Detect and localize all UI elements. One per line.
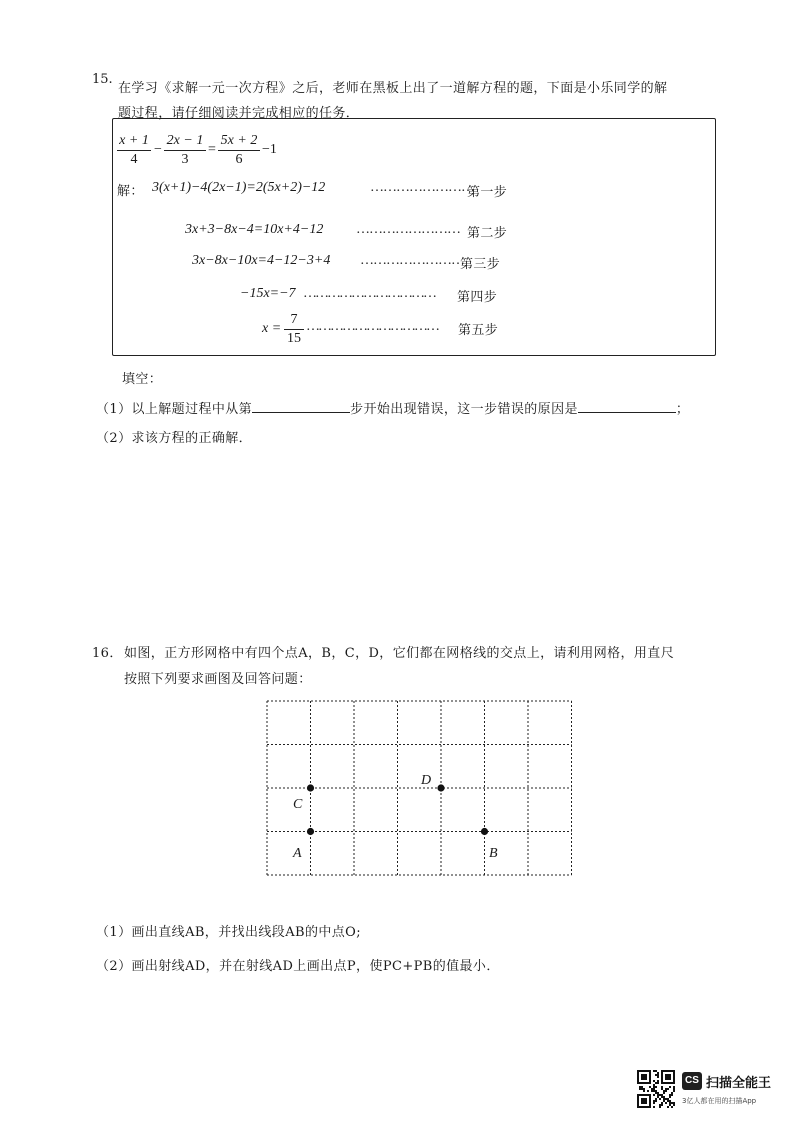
q16-part2: （2）画出射线AD，并在射线AD上画出点P，使PC+PB的值最小． (96, 959, 500, 974)
step2-expr: 3x+3−8x−4=10x+4−12 (185, 222, 324, 237)
app-name: 扫描全能王 (706, 1076, 772, 1091)
point-label-b: B (489, 846, 498, 861)
step5-frac: $\frac{7}{15}$ (284, 311, 304, 348)
eq-minus: − (154, 142, 162, 157)
q15-stem-line2: 题过程，请仔细阅读并完成相应的任务． (118, 106, 360, 121)
q15-stem-line1: 在学习《求解一元一次方程》之后，老师在黑板上出了一道解方程的题，下面是小乐同学的解 (118, 81, 668, 96)
eq-frac2: $\frac{2x - 1}{3}$ (164, 132, 206, 169)
step4-expr: −15x=−7 (240, 286, 296, 301)
app-tagline: 3亿人都在用的扫描App (682, 1097, 757, 1105)
q16-stem-line1: 如图，正方形网格中有四个点A，B，C，D，它们都在网格线的交点上，请利用网格，用直尺 (124, 646, 675, 661)
q16-part1: （1）画出直线AB，并找出线段AB的中点O; (96, 925, 361, 940)
q15-part1: （1）以上解题过程中从第 步开始出现错误，这一步错误的原因是 ； (96, 402, 690, 417)
step1-expr: 3(x+1)−4(2x−1)=2(5x+2)−12 (152, 180, 326, 195)
grid-point-d (437, 784, 444, 791)
answer-blank-step[interactable] (252, 400, 350, 413)
q16-stem-line2: 按照下列要求画图及回答问题： (124, 672, 312, 687)
qr-code-icon (637, 1070, 675, 1108)
square-grid (262, 696, 578, 890)
step3-dots: …………………… (360, 253, 464, 268)
grid-point-b (481, 828, 488, 835)
q16-number: 16． (92, 646, 123, 661)
eq-frac1: $\frac{x + 1}{4}$ (117, 132, 151, 169)
step5-dots: …………………………… (306, 319, 438, 334)
step2-dots: …………………… (356, 222, 460, 237)
point-label-d: D (421, 773, 432, 788)
grid-point-c (307, 784, 314, 791)
answer-blank-reason[interactable] (578, 400, 676, 413)
point-label-c: C (293, 797, 303, 812)
step3-expr: 3x−8x−10x=4−12−3+4 (192, 253, 331, 268)
point-label-a: A (293, 846, 302, 861)
grid-point-a (307, 828, 314, 835)
fill-title: 填空： (122, 372, 163, 387)
step3-label: 第三步 (460, 257, 501, 272)
step5-label: 第五步 (458, 323, 499, 338)
eq-equals: = (208, 142, 216, 157)
eq-frac3: $\frac{5x + 2}{6}$ (218, 132, 260, 169)
step4-label: 第四步 (457, 290, 498, 305)
q15-part2: （2）求该方程的正确解． (96, 431, 253, 446)
camscanner-logo-icon: CS (682, 1072, 702, 1090)
eq-tail: −1 (262, 142, 277, 157)
step1-label: 第一步 (467, 185, 508, 200)
q15-number: 15. (92, 72, 113, 87)
step2-label: 第二步 (467, 226, 508, 241)
step1-dots: …………………… (370, 180, 474, 195)
solve-label: 解： (117, 184, 144, 199)
step5-lhs: x = (262, 321, 282, 336)
step4-dots: …………………………… (303, 286, 435, 301)
